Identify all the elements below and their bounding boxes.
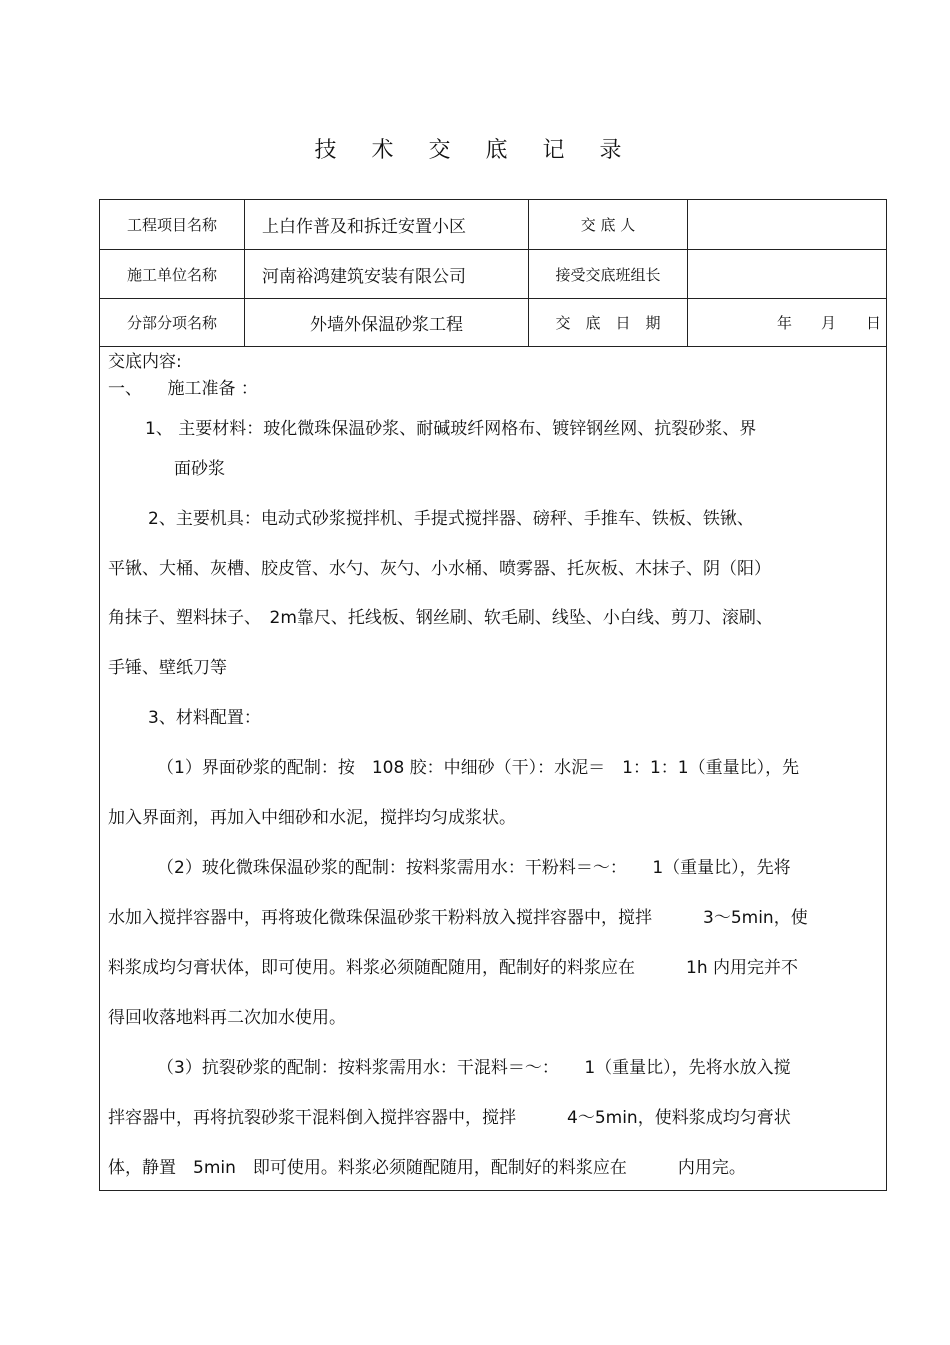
paragraph-line: （1）界面砂浆的配制：按 108 胶：中细砂（干）：水泥＝ 1：1：1（重量比），先 (157, 758, 800, 778)
paragraph-line: 体，静置 5min 即可使用。料浆必须随配随用，配制好的料浆应在 内用完。 (108, 1158, 746, 1178)
paragraph-line: 料浆成均匀膏状体，即可使用。料浆必须随配随用，配制好的料浆应在 1h 内用完并不 (108, 958, 798, 978)
paragraph-line: 水加入搅拌容器中，再将玻化微珠保温砂浆干粉料放入搅拌容器中，搅拌 3～5min，使 (108, 908, 808, 928)
paragraph-line: 3、材料配置： (148, 708, 261, 728)
subdivision-label: 分部分项名称 (126, 314, 217, 332)
construction-unit-label: 施工单位名称 (126, 265, 217, 284)
page-title: 技 术 交 底 记 录 (314, 138, 636, 163)
content-heading: 交底内容: (108, 352, 182, 372)
paragraph-line: 平锹、大桶、灰槽、胶皮管、水勺、灰勺、小水桶、喷雾器、托灰板、木抹子、阴（阳） (108, 559, 771, 579)
paragraph-line: 1、 主要材料：玻化微珠保温砂浆、耐碱玻纤网格布、镀锌钢丝网、抗裂砂浆、界 (145, 419, 757, 439)
paragraph-line: 面砂浆 (174, 459, 225, 479)
paragraph-line: （2）玻化微珠保温砂浆的配制：按料浆需用水：干粉料＝～： 1（重量比），先将 (157, 858, 791, 878)
receiver-value (688, 250, 886, 298)
date-month: 月 (821, 314, 837, 332)
section-heading: 一、 施工准备 ： (108, 379, 258, 399)
construction-unit-value: 河南裕鸿建筑安装有限公司 (262, 266, 466, 287)
record-table (99, 199, 887, 1191)
paragraph-line: 手锤、壁纸刀等 (108, 658, 227, 678)
project-name-label: 工程项目名称 (126, 216, 217, 234)
date-year: 年 (777, 314, 793, 332)
receiver-label: 接受交底班组长 (555, 265, 661, 284)
paragraph-line: 得回收落地料再二次加水使用。 (108, 1008, 346, 1028)
paragraph-line: 拌容器中，再将抗裂砂浆干混料倒入搅拌容器中，搅拌 4～5min，使料浆成均匀膏状 (108, 1108, 791, 1128)
disclosure-date-label: 交 底 日 期 (555, 314, 661, 332)
discloser-value (688, 200, 886, 249)
row-divider (99, 346, 887, 347)
subdivision-value: 外墙外保温砂浆工程 (310, 315, 463, 335)
project-name-value: 上白作普及和拆迁安置小区 (262, 217, 466, 237)
paragraph-line: 2、主要机具：电动式砂浆搅拌机、手提式搅拌器、磅秤、手推车、铁板、铁锹、 (148, 509, 754, 529)
paragraph-line: 加入界面剂，再加入中细砂和水泥，搅拌均匀成浆状。 (108, 808, 516, 828)
date-day: 日 (866, 314, 882, 332)
paragraph-line: 角抹子、塑料抹子、 2m靠尺、托线板、钢丝刷、软毛刷、线坠、小白线、剪刀、滚刷、 (108, 608, 773, 628)
discloser-label: 交 底 人 (580, 216, 636, 234)
paragraph-line: （3）抗裂砂浆的配制：按料浆需用水：干混料＝～： 1（重量比），先将水放入搅 (157, 1058, 791, 1078)
